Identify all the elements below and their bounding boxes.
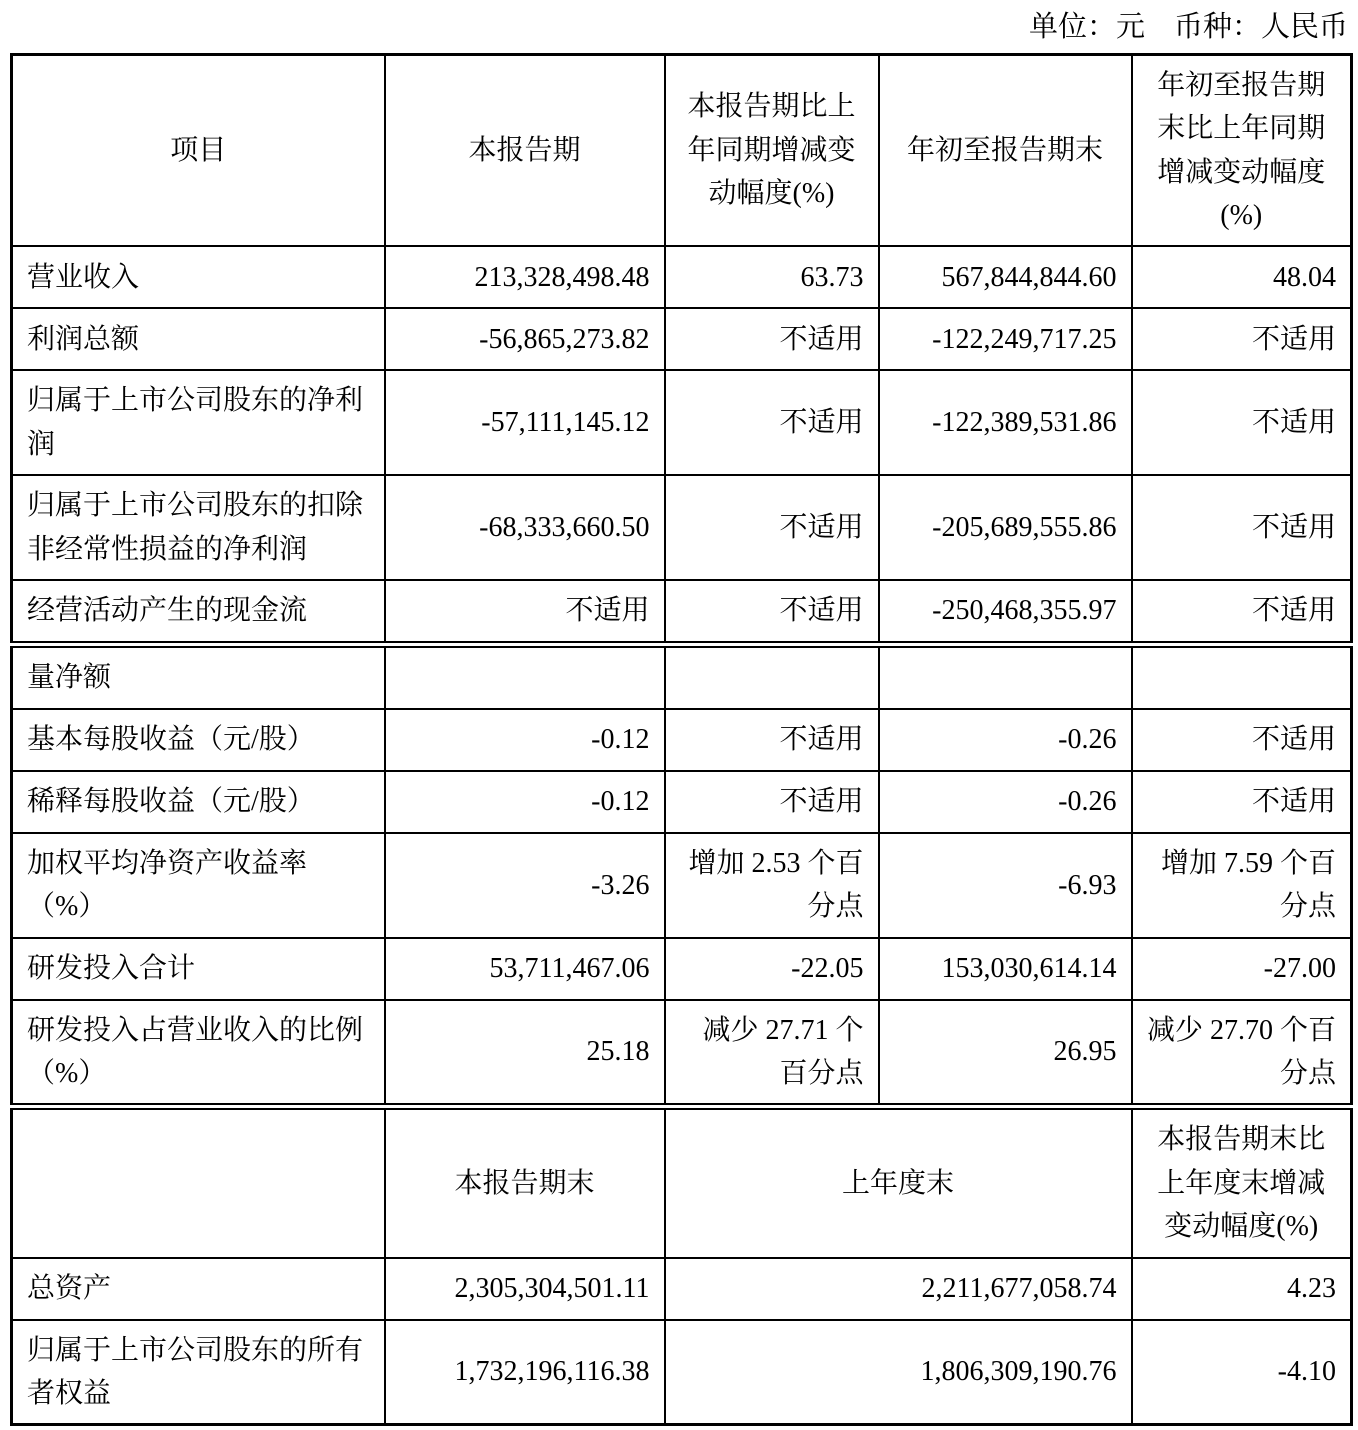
value-cell: 26.95 [879,1000,1132,1107]
value-cell: 63.73 [665,246,879,308]
value-cell [385,644,665,709]
table-row [12,938,1352,1000]
financial-summary-table [10,53,1353,1427]
table-row [12,833,1352,938]
value-cell: 不适用 [665,580,879,645]
header-cell: 上年度末 [665,1107,1132,1258]
value-cell: 不适用 [665,370,879,475]
header-row-period-end [12,1107,1352,1258]
row-label-cell: 归属于上市公司股东的扣除非经常性损益的净利润 [12,475,385,580]
header-row-period [12,54,1352,246]
table-row [12,771,1352,833]
table-row [12,1258,1352,1320]
value-cell: -6.93 [879,833,1132,938]
table-row [12,246,1352,308]
value-cell: 2,211,677,058.74 [665,1258,1132,1320]
value-cell [665,644,879,709]
value-cell: 增加 2.53 个百分点 [665,833,879,938]
header-cell: 本报告期末 [385,1107,665,1258]
value-cell: -4.10 [1132,1320,1352,1425]
value-cell: -0.12 [385,709,665,771]
value-cell: 减少 27.70 个百分点 [1132,1000,1352,1107]
header-cell: 项目 [12,54,385,246]
header-cell: 年初至报告期末 [879,54,1132,246]
value-cell: 1,732,196,116.38 [385,1320,665,1425]
value-cell: -122,389,531.86 [879,370,1132,475]
value-cell: 增加 7.59 个百分点 [1132,833,1352,938]
value-cell: 25.18 [385,1000,665,1107]
value-cell: 567,844,844.60 [879,246,1132,308]
table-row [12,709,1352,771]
table-row [12,1000,1352,1107]
row-label-cell: 量净额 [12,644,385,709]
value-cell: 不适用 [1132,308,1352,370]
value-cell: 不适用 [665,308,879,370]
value-cell: -250,468,355.97 [879,580,1132,645]
value-cell: 53,711,467.06 [385,938,665,1000]
value-cell [1132,644,1352,709]
financial-table-body [12,54,1352,1425]
value-cell: -3.26 [385,833,665,938]
row-label-cell: 研发投入合计 [12,938,385,1000]
value-cell: 不适用 [1132,370,1352,475]
value-cell: 153,030,614.14 [879,938,1132,1000]
value-cell: -0.26 [879,771,1132,833]
row-label-cell: 归属于上市公司股东的净利润 [12,370,385,475]
value-cell: 不适用 [665,771,879,833]
value-cell: 不适用 [385,580,665,645]
header-cell: 年初至报告期末比上年同期增减变动幅度(%) [1132,54,1352,246]
value-cell: 4.23 [1132,1258,1352,1320]
value-cell: 减少 27.71 个百分点 [665,1000,879,1107]
value-cell [879,644,1132,709]
value-cell: -68,333,660.50 [385,475,665,580]
row-label-cell: 基本每股收益（元/股） [12,709,385,771]
value-cell: -0.26 [879,709,1132,771]
value-cell: 不适用 [1132,709,1352,771]
table-row [12,308,1352,370]
value-cell: -0.12 [385,771,665,833]
value-cell: -56,865,273.82 [385,308,665,370]
header-cell: 本报告期末比上年度末增减变动幅度(%) [1132,1107,1352,1258]
value-cell: 不适用 [1132,771,1352,833]
value-cell: 不适用 [1132,475,1352,580]
row-label-cell: 归属于上市公司股东的所有者权益 [12,1320,385,1425]
unit-currency-note: 单位：元 币种：人民币 [1028,11,1348,43]
row-label-cell: 总资产 [12,1258,385,1320]
value-cell: 2,305,304,501.11 [385,1258,665,1320]
value-cell: 213,328,498.48 [385,246,665,308]
row-label-cell: 稀释每股收益（元/股） [12,771,385,833]
value-cell: -27.00 [1132,938,1352,1000]
row-label-cell: 研发投入占营业收入的比例（%） [12,1000,385,1107]
header-cell: 本报告期 [385,54,665,246]
table-row [12,1320,1352,1425]
header-cell-empty [12,1107,385,1258]
value-cell: 不适用 [665,475,879,580]
header-cell: 本报告期比上年同期增减变动幅度(%) [665,54,879,246]
row-label-cell: 利润总额 [12,308,385,370]
row-label-cell: 经营活动产生的现金流 [12,580,385,645]
value-cell: 不适用 [1132,580,1352,645]
table-row [12,370,1352,475]
table-row [12,580,1352,645]
value-cell: 1,806,309,190.76 [665,1320,1132,1425]
value-cell: -122,249,717.25 [879,308,1132,370]
value-cell: -57,111,145.12 [385,370,665,475]
value-cell: 不适用 [665,709,879,771]
table-row [12,475,1352,580]
row-label-cell: 加权平均净资产收益率（%） [12,833,385,938]
row-label-cell: 营业收入 [12,246,385,308]
value-cell: -205,689,555.86 [879,475,1132,580]
value-cell: -22.05 [665,938,879,1000]
table-row [12,644,1352,709]
value-cell: 48.04 [1132,246,1352,308]
